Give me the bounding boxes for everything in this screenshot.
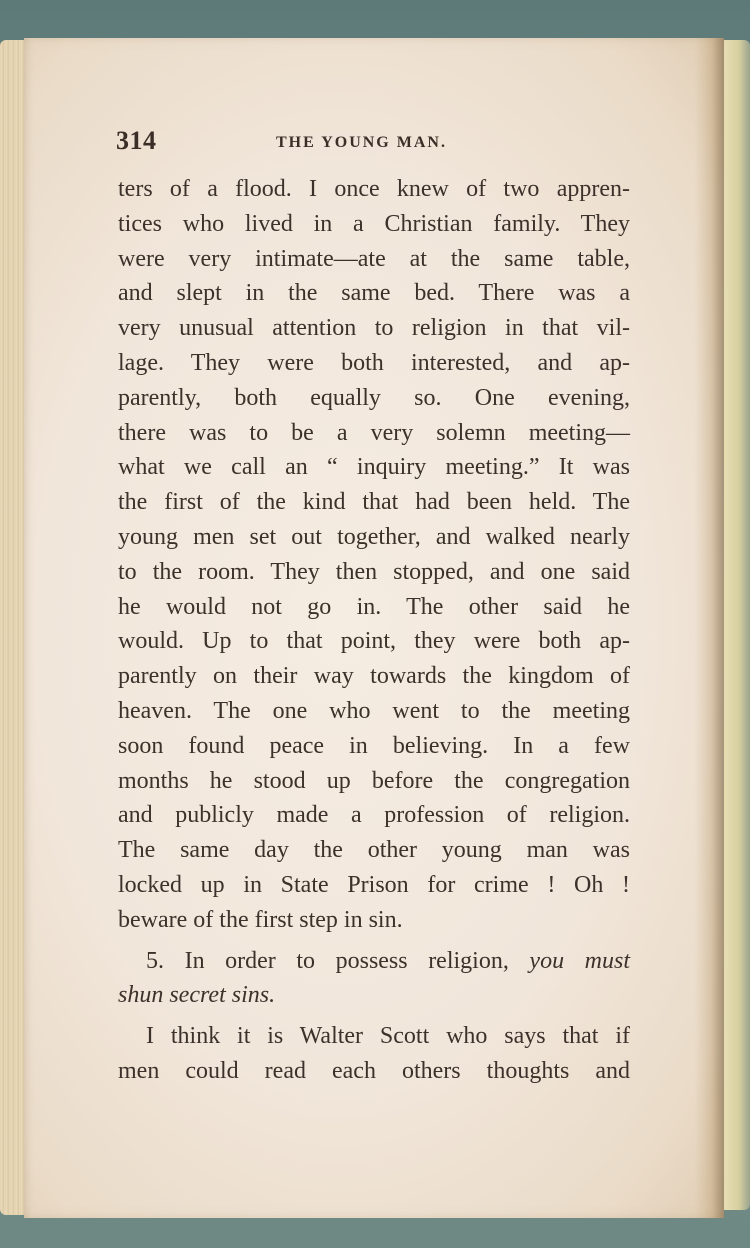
text-line: what we call an “ inquiry meeting.” It was bbox=[118, 454, 630, 481]
text-line: very unusual attention to religion in that vil- bbox=[118, 315, 630, 342]
text-line: I think it is Walter Scott who says that if bbox=[146, 1023, 630, 1050]
text-line: parently, both equally so. One evening, bbox=[118, 384, 630, 411]
paragraph-3 bbox=[118, 1019, 630, 1089]
text-line: and slept in the same bed. There was a bbox=[118, 280, 630, 307]
text-line: there was to be a very solemn meeting— bbox=[118, 419, 630, 446]
text-line: tices who lived in a Christian family. They bbox=[118, 210, 630, 237]
text-line: young men set out together, and walked nearly bbox=[118, 523, 630, 550]
text-line: locked up in State Prison for crime ! Oh ! bbox=[118, 871, 630, 898]
paragraph-2 bbox=[118, 944, 630, 1014]
text-line: he would not go in. The other said he bbox=[118, 593, 630, 620]
text-line: parently on their way towards the kingdom of bbox=[118, 663, 630, 690]
text-line: soon found peace in believing. In a few bbox=[118, 732, 630, 759]
text-line: to the room. They then stopped, and one said bbox=[118, 558, 630, 585]
text-line: were very intimate—ate at the same table, bbox=[118, 245, 630, 272]
paragraph-2-emphasis-1: you must bbox=[529, 947, 630, 974]
text-line: men could read each others thoughts and bbox=[118, 1057, 630, 1084]
text-line: would. Up to that point, they were both ap- bbox=[118, 628, 630, 655]
page-body bbox=[118, 172, 630, 1089]
text-line: heaven. The one who went to the meeting bbox=[118, 697, 630, 724]
text-line: ters of a flood. I once knew of two appren- bbox=[118, 176, 630, 202]
page-number: 314 bbox=[116, 126, 157, 155]
page-gutter-shadow bbox=[694, 38, 724, 1218]
paragraph-1 bbox=[118, 172, 630, 938]
text-line: and publicly made a profession of religion. bbox=[118, 802, 630, 829]
text-line: beware of the first step in sin. bbox=[118, 906, 403, 933]
paragraph-2-emphasis-2: shun secret sins. bbox=[118, 982, 276, 1009]
paragraph-2-lead: 5. In order to possess religion, bbox=[146, 947, 509, 974]
text-line: lage. They were both interested, and ap- bbox=[118, 349, 630, 376]
text-line: The same day the other young man was bbox=[118, 837, 630, 864]
running-head: THE YOUNG MAN. bbox=[276, 134, 447, 151]
text-line bbox=[118, 944, 630, 979]
text-line: months he stood up before the congregation bbox=[118, 767, 630, 794]
text-line: the first of the kind that had been held. The bbox=[118, 489, 630, 516]
page-header bbox=[116, 126, 636, 166]
